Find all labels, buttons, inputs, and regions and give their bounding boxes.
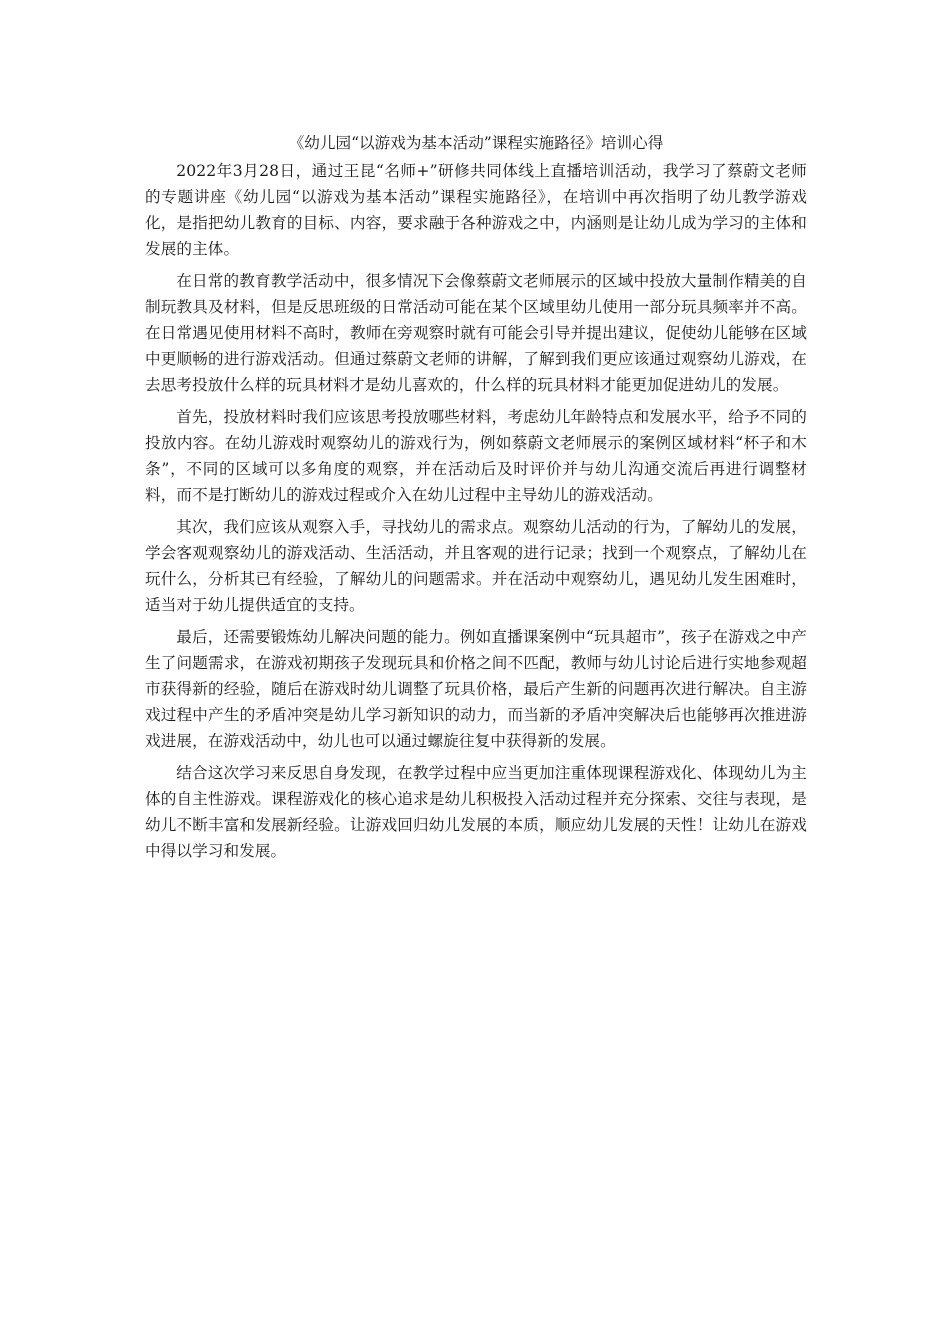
paragraph-daily-activities: 在日常的教育教学活动中，很多情况下会像蔡蔚文老师展示的区域中投放大量制作精美的自制玩教具及材料，但是反思班级的日常活动可能在某个区域里幼儿使用一部分玩具频率并不高。在日常遇见使用材料不高时，教师在旁观察时就有可能会引导并提出建议，促使幼儿能够在区域中更顺畅的进行游戏活动。但通过蔡蔚文老师的讲解，了解到我们更应该通过观察幼儿游戏，在去思考投放什么样的玩具材料才是幼儿喜欢的，什么样的玩具材料才能更加促进幼儿的发展。 [145,272,807,394]
paragraph-second-point: 其次，我们应该从观察入手，寻找幼儿的需求点。观察幼儿活动的行为，了解幼儿的发展，学会客观观察幼儿的游戏活动、生活活动，并且客观的进行记录；找到一个观察点，了解幼儿在玩什么，分析其已有经验，了解幼儿的问题需求。并在活动中观察幼儿，遇见幼儿发生困难时，适当对于幼儿提供适宜的支持。 [145,518,807,614]
document-title: 《幼儿园“以游戏为基本活动”课程实施路径》培训心得 [288,134,664,152]
paragraph-intro: 2022年3月28日，通过王昆“名师+”研修共同体线上直播培训活动，我学习了蔡蔚文老师的专题讲座《幼儿园“以游戏为基本活动”课程实施路径》，在培训中再次指明了幼儿教学游戏化，是指把幼儿教育的目标、内容，要求融于各种游戏之中，内涵则是让幼儿成为学习的主体和发展的主体。 [145,162,807,258]
document-body [145,128,807,870]
paragraph-first-point: 首先，投放材料时我们应该思考投放哪些材料，考虑幼儿年龄特点和发展水平，给予不同的投放内容。在幼儿游戏时观察幼儿的游戏行为，例如蔡蔚文老师展示的案例区域材料“杯子和木条”，不同的区域可以多角度的观察，并在活动后及时评价并与幼儿沟通交流后再进行调整材料，而不是打断幼儿的游戏过程或介入在幼儿过程中主导幼儿的游戏活动。 [145,408,807,504]
paragraph-third-point: 最后，还需要锻炼幼儿解决问题的能力。例如直播课案例中“玩具超市”，孩子在游戏之中产生了问题需求，在游戏初期孩子发现玩具和价格之间不匹配，教师与幼儿讨论后进行实地参观超市获得新的经验，随后在游戏时幼儿调整了玩具价格，最后产生新的问题再次进行解决。自主游戏过程中产生的矛盾冲突是幼儿学习新知识的动力，而当新的矛盾冲突解决后也能够再次推进游戏进展，在游戏活动中，幼儿也可以通过螺旋往复中获得新的发展。 [145,628,807,750]
paragraph-conclusion: 结合这次学习来反思自身发现，在教学过程中应当更加注重体现课程游戏化、体现幼儿为主体的自主性游戏。课程游戏化的核心追求是幼儿积极投入活动过程并充分探索、交往与表现，是幼儿不断丰富和发展新经验。让游戏回归幼儿发展的本质，顺应幼儿发展的天性！让幼儿在游戏中得以学习和发展。 [145,764,807,860]
